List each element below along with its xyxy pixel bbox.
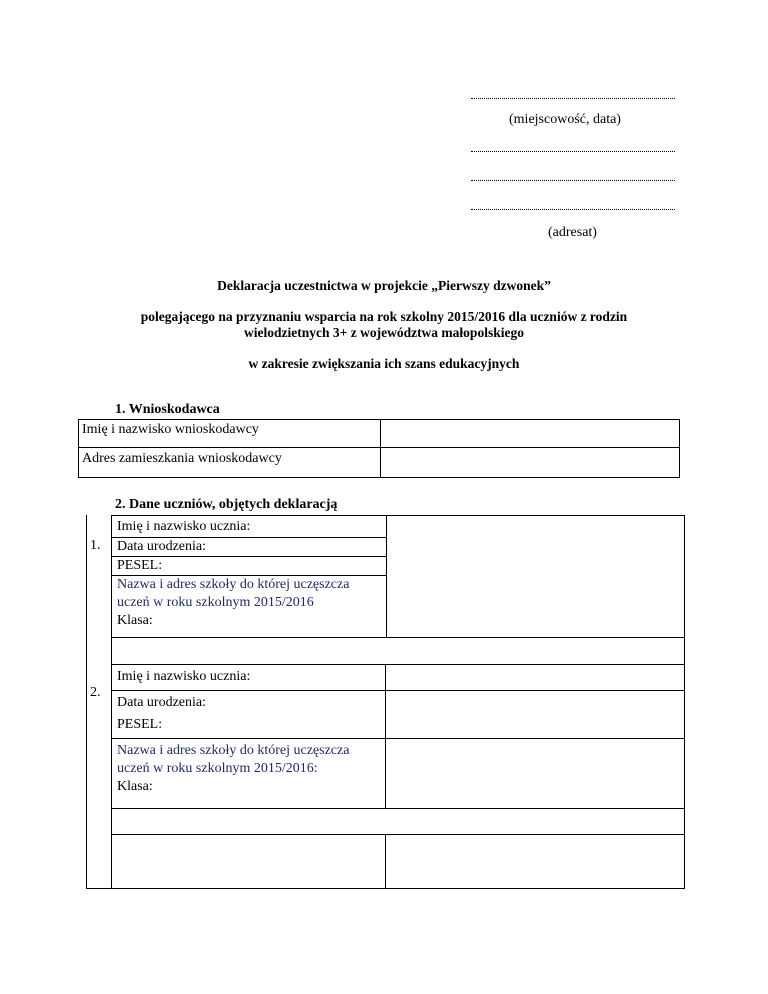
addressee-label: (adresat) xyxy=(548,225,597,240)
student1-school-label: Nazwa i adres szkoły do której uczęszcza xyxy=(117,577,350,592)
applicant-address-field[interactable] xyxy=(381,448,679,477)
student2-name-label: Imię i nazwisko ucznia: xyxy=(117,669,251,684)
student1-number: 1. xyxy=(90,538,101,553)
student1-class-label: Klasa: xyxy=(117,613,153,628)
student1-data-field[interactable] xyxy=(387,516,684,637)
applicant-name-field[interactable] xyxy=(381,420,679,447)
student2-school-label-2: uczeń w roku szkolnym 2015/2016: xyxy=(117,761,318,776)
extra-row-right-field[interactable] xyxy=(386,835,684,888)
section1-heading: 1. Wnioskodawca xyxy=(115,402,220,417)
student2-birth-label: Data urodzenia: xyxy=(117,695,207,710)
place-date-line[interactable] xyxy=(471,98,675,99)
addressee-line-3[interactable] xyxy=(471,209,675,210)
student1-name-label: Imię i nazwisko ucznia: xyxy=(117,519,251,534)
student2-school-label: Nazwa i adres szkoły do której uczęszcza xyxy=(117,743,350,758)
place-date-label: (miejscowość, data) xyxy=(509,112,621,127)
applicant-name-label: Imię i nazwisko wnioskodawcy xyxy=(82,422,259,437)
student1-school-label-2: uczeń w roku szkolnym 2015/2016 xyxy=(117,595,314,610)
addressee-line-2[interactable] xyxy=(471,180,675,181)
student2-birth-field[interactable] xyxy=(386,691,684,738)
student2-name-field[interactable] xyxy=(386,665,684,690)
title-line-2: polegającego na przyznaniu wsparcia na rok szkolny 2015/2016 dla uczniów z rodzin xyxy=(140,309,628,324)
title-line-3: wielodzietnych 3+ z województwa małopolskiego xyxy=(244,325,524,340)
student2-pesel-label: PESEL: xyxy=(117,717,163,732)
section2-heading: 2. Dane uczniów, objętych deklaracją xyxy=(115,497,338,512)
addressee-line-1[interactable] xyxy=(471,151,675,152)
document-title: Deklaracja uczestnictwa w projekcie „Pierwszy dzwonek” xyxy=(217,278,551,293)
student2-school-field[interactable] xyxy=(386,739,684,808)
applicant-address-label: Adres zamieszkania wnioskodawcy xyxy=(82,451,282,466)
student1-pesel-label: PESEL: xyxy=(117,558,163,573)
title-line-4: w zakresie zwiększania ich szans edukacyjnych xyxy=(248,356,520,371)
extra-row-left-field[interactable] xyxy=(112,835,385,888)
student2-class-label: Klasa: xyxy=(117,779,153,794)
student1-birth-label: Data urodzenia: xyxy=(117,539,207,554)
student2-number: 2. xyxy=(90,685,101,700)
